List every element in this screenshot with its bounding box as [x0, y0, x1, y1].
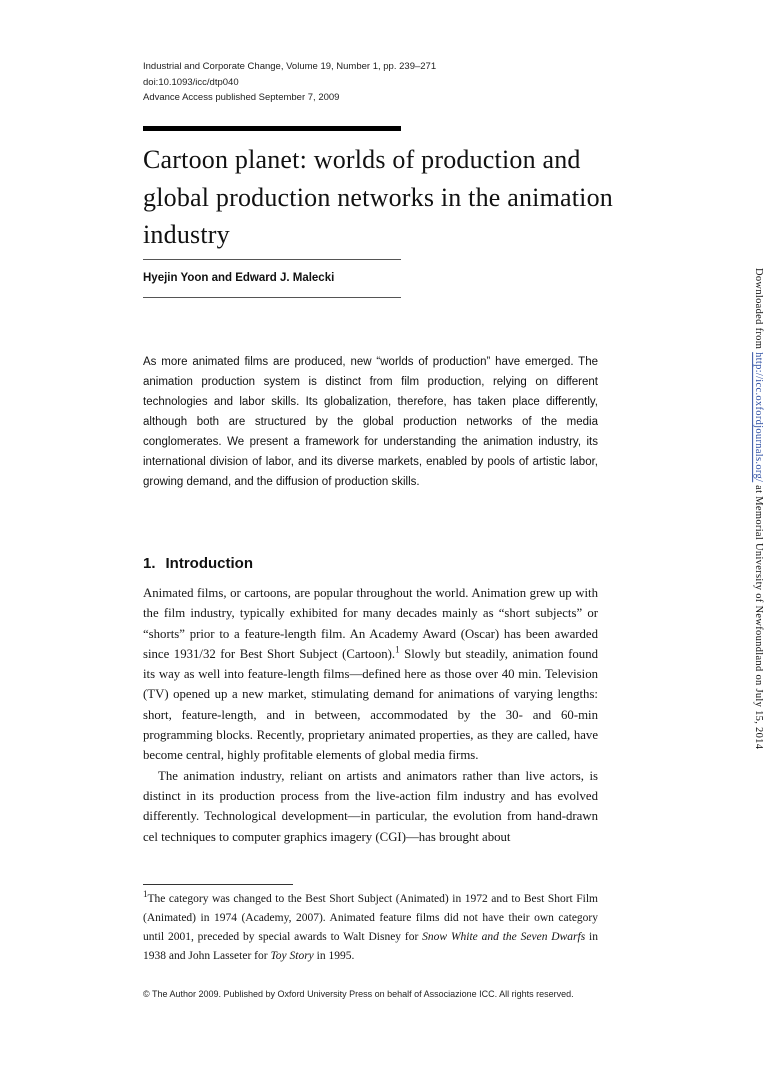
- body-text-column: [143, 583, 598, 847]
- footnote-separator-rule: [143, 884, 293, 885]
- download-stamp-suffix: at Memorial University of Newfoundland on July 15, 2014: [753, 482, 764, 750]
- download-stamp-prefix: Downloaded from: [753, 268, 764, 353]
- paragraph-1-text-a: Animated films, or cartoons, are popular throughout the world. Animation grew up with the film industry, typically exhibited for many decades mainly as “short subjects” or “shorts” prior to a feature-length film. An Academy Award (Oscar) has been awarded since 1931/32 for Best Short Subject (Cartoon).: [143, 586, 598, 661]
- download-stamp-url-link[interactable]: http://icc.oxfordjournals.org/: [753, 352, 764, 483]
- journal-citation-line: Industrial and Corporate Change, Volume 19, Number 1, pp. 239–271: [143, 61, 437, 72]
- authors-bottom-rule: [143, 297, 401, 298]
- advance-access-line: Advance Access published September 7, 2009: [143, 92, 340, 103]
- footnote-1: [143, 890, 598, 966]
- footnote-1-text-b: in 1938 and John Lasseter for: [143, 931, 598, 962]
- footnote-1-text-c: in 1995.: [313, 950, 355, 962]
- paragraph-2: The animation industry, reliant on artists and animators rather than live actors, is distinct in its production process from the live-action film industry and has evolved differently. Technological development—in particular, the evolution from hand-drawn cel techniques to computer graphics imagery (CGI)—has brought about: [143, 768, 598, 844]
- copyright-footer: © The Author 2009. Published by Oxford University Press on behalf of Associazione ICC. All rights reserved.: [143, 989, 574, 999]
- footnote-1-italic-title-2: Toy Story: [270, 950, 314, 962]
- section-number: 1.: [143, 555, 156, 572]
- paragraph-1: [143, 583, 598, 766]
- footnote-1-marker: 1: [143, 889, 148, 900]
- doi-line: doi:10.1093/icc/dtp040: [143, 76, 239, 88]
- title-top-rule: [143, 126, 401, 131]
- title-bottom-rule: [143, 259, 401, 260]
- footnote-marker-1: 1: [395, 644, 400, 655]
- paragraph-1-text-b: Slowly but steadily, animation found its way as well into feature-length films—defined here as those over 40 min. Television (TV) opened up a new market, stimulating demand for animations of varying lengths: short, feature-length, and in between, accommodated by the 30- and 60-min programming blocks. Recently, proprietary animated properties, as they are called, have become central, highly profitable elements of global media firms.: [143, 646, 599, 763]
- abstract-text: As more animated films are produced, new “worlds of production” have emerged. The animation production system is distinct from film production, relying on different technologies and labor skills. Its globalization, therefore, has taken place differently, although both are structured by the global production networks of the media conglomerates. We present a framework for understanding the animation industry, its international division of labor, and its diverse markets, enabled by pools of artistic labor, growing demand, and the diffusion of production skills.: [143, 356, 598, 488]
- header-metadata: [143, 59, 436, 106]
- footnote-1-text-a: The category was changed to the Best Short Subject (Animated) in 1972 and to Best Short Film (Animated) in 1974 (Academy, 2007). Animated feature films did not have their own category until 2001, preceded by special awards to Walt Disney for: [143, 893, 598, 943]
- author-names: Hyejin Yoon and Edward J. Malecki: [143, 272, 335, 284]
- section-1-heading: [143, 555, 253, 572]
- section-title: Introduction: [165, 555, 253, 572]
- article-title: Cartoon planet: worlds of production and global production networks in the animation industry: [143, 145, 614, 249]
- download-stamp: [753, 268, 764, 749]
- footnote-1-italic-title-1: Snow White and the Seven Dwarfs: [422, 931, 586, 943]
